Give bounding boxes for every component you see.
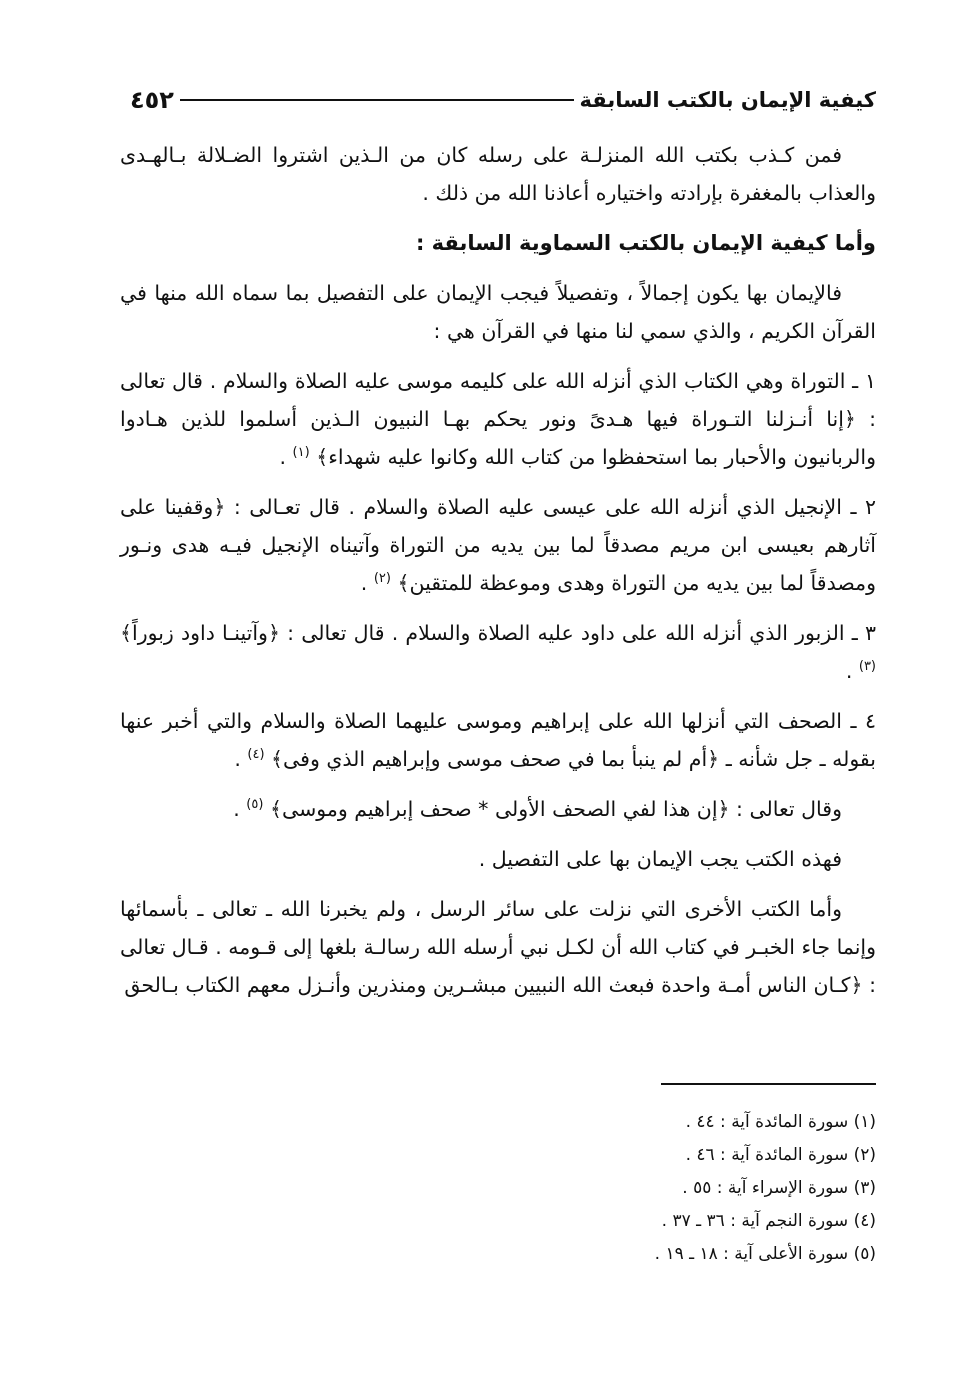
page-body [120,136,876,1016]
footnote-2: (٢) سورة المائدة آية : ٤٦ . [685,1145,876,1165]
footnote-separator [661,1083,876,1085]
list-item-torah: ١ ـ التوراة وهي الكتاب الذي أنزله الله على كليمه موسى عليه الصلاة والسلام . قال تعالى : ﴿إنا أنـزلنا التـوراة فيها هـدىً ونور يحكم بهـا النبيون الـذين أسلموا للذين هـادوا والربانيون والأحبار بما استحفظوا من كتاب الله وكانوا عليه شهداء﴾ $^{(١)}$ . [120,369,876,469]
list-item-zabur: ٣ ـ الزبور الذي أنزله الله على داود عليه الصلاة والسلام . قال تعالى : ﴿وآتينـا داود زبوراً﴾ $^{(٣)}$ . [120,621,876,683]
paragraph-3: وقال تعالى : ﴿إن هذا لفي الصحف الأولى * صحف إبراهيم وموسى﴾ $^{(٥)}$ . [233,797,842,821]
footnote-ref: (٢) [373,571,391,587]
footnote-1: (١) سورة المائدة آية : ٤٤ . [685,1112,876,1132]
footnote-ref: (١) [292,445,310,461]
footnote-ref: (٤) [247,747,265,763]
paragraph-4: فهذه الكتب يجب الإيمان بها على التفصيل . [478,847,842,871]
footnote-5: (٥) سورة الأعلى آية : ١٨ ـ ١٩ . [654,1244,876,1264]
footnote-ref: (٣) [858,659,876,675]
list-item-suhuf: ٤ ـ الصحف التي أنزلها الله على إبراهيم وموسى عليهما الصلاة والسلام والتي أخبر عنها بقوله ـ جل شأنه ـ ﴿أم لم ينبأ بما في صحف موسى وإبراهيم الذي وفى﴾ $^{(٤)}$ . [120,709,876,771]
paragraph-1: فمن كـذب بكتب الله المنزلـة على رسله كان من الـذين اشتروا الضـلالة بـالهـدى والعذاب بالمغفرة بإرادته واختياره أعاذنا الله من ذلك . [120,143,876,205]
list-item-injil: ٢ ـ الإنجيل الذي أنزله الله على عيسى عليه الصلاة والسلام . قال تعـالى : ﴿وقفينا على آثارهم بعيسى ابن مريم مصدقاً لما بين يديه من التوراة وآتيناه الإنجيل فيـه هدى ونـور ومصدقاً لما بين يديه من التوراة وهدى وموعظة للمتقين﴾ $^{(٢)}$ . [120,495,876,595]
header-rule [180,99,574,101]
footnotes [120,1106,876,1271]
list-item-text: ١ ـ التوراة وهي الكتاب الذي أنزله الله على كليمه موسى عليه الصلاة والسلام . قال تعالى : ﴿إنا أنـزلنا التـوراة فيها هـدىً ونور يحكم بهـا النبيون الـذين أسلموا للذين هـادوا والربانيون والأحبار بما استحفظوا من كتاب الله وكانوا عليه شهداء﴾ [120,369,876,469]
section-heading: وأما كيفية الإيمان بالكتب السماوية السابقة : [415,231,876,255]
footnote-3: (٣) سورة الإسراء آية : ٥٥ . [682,1178,876,1198]
list-item-text: ٢ ـ الإنجيل الذي أنزله الله على عيسى عليه الصلاة والسلام . قال تعـالى : ﴿وقفينا على آثارهم بعيسى ابن مريم مصدقاً لما بين يديه من التوراة وآتيناه الإنجيل فيـه هدى ونـور ومصدقاً لما بين يديه من التوراة وهدى وموعظة للمتقين﴾ [120,495,876,595]
footnote-4: (٤) سورة النجم آية : ٣٦ ـ ٣٧ . [661,1211,876,1231]
list-item-text: ٤ ـ الصحف التي أنزلها الله على إبراهيم وموسى عليهما الصلاة والسلام والتي أخبر عنها بقوله ـ جل شأنه ـ ﴿أم لم ينبأ بما في صحف موسى وإبراهيم الذي وفى﴾ [120,709,876,771]
running-header [120,80,876,120]
footnote-ref: (٥) [246,797,264,813]
page [120,80,876,1340]
paragraph-text: وقال تعالى : ﴿إن هذا لفي الصحف الأولى * صحف إبراهيم وموسى﴾ [269,797,842,821]
page-number: ٤٥٢ [130,86,174,114]
list-item-text: ٣ ـ الزبور الذي أنزله الله على داود عليه الصلاة والسلام . قال تعالى : ﴿وآتينـا داود زبوراً﴾ [120,621,876,645]
paragraph-5: وأما الكتب الأخرى التي نزلت على سائر الرسل ، ولم يخبرنا الله ـ تعالى ـ بأسمائها وإنما جاء الخبـر في كتاب الله أن لكـل نبي أرسله الله رسالـة بلغها إلى قـومه . قـال تعالى : ﴿كـان الناس أمـة واحدة فبعث الله النبيين مبشـرين ومنذرين وأنـزل معهم الكتاب بـالحق [120,897,876,997]
chapter-title: كيفية الإيمان بالكتب السابقة [579,88,876,112]
paragraph-2: فالإيمان بها يكون إجمالاً ، وتفصيلاً فيجب الإيمان على التفصيل بما سماه الله منها في القرآن الكريم ، والذي سمي لنا منها في القرآن هي : [120,281,876,343]
